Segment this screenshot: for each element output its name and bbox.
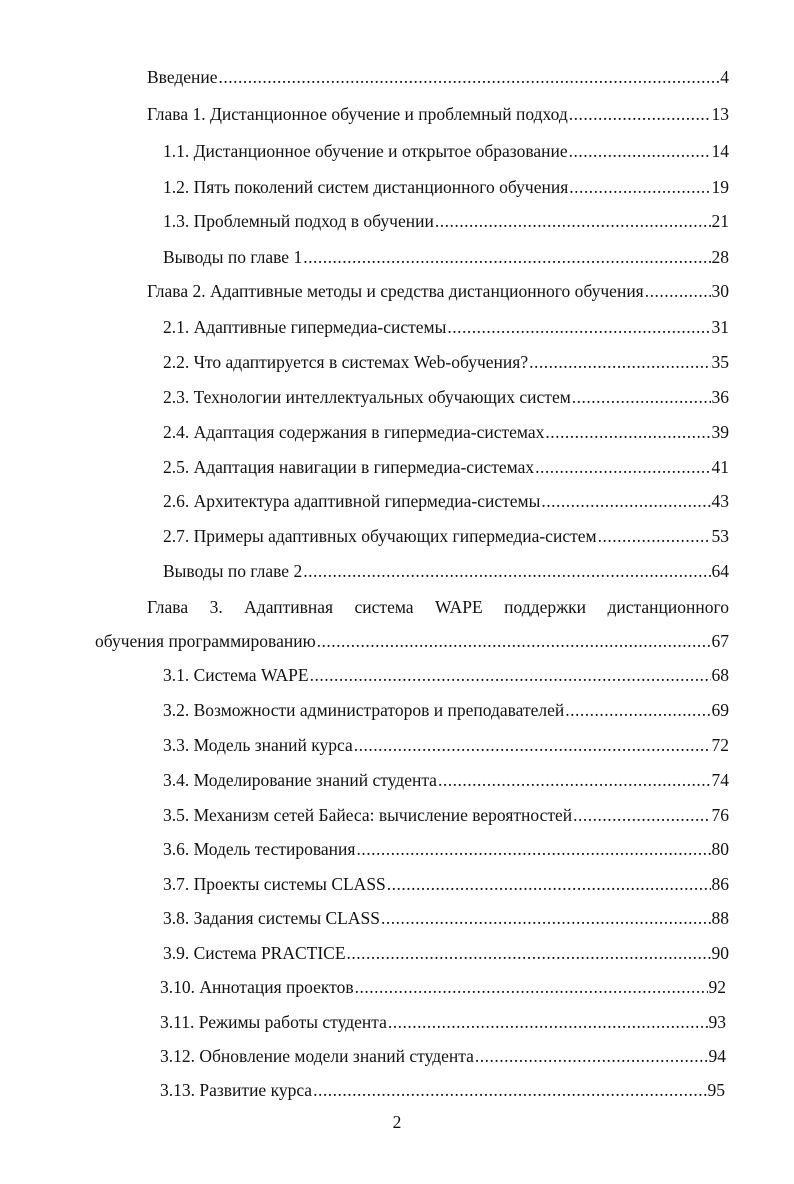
toc-entry-intro[interactable] [147, 66, 729, 88]
toc-page: 28 [711, 247, 729, 267]
toc-leader [310, 664, 711, 686]
toc-leader [435, 210, 711, 232]
toc-entry-3-1[interactable] [163, 664, 729, 686]
toc-leader [598, 525, 711, 547]
toc-entry-conclusion-2[interactable] [163, 560, 729, 582]
toc-page: 53 [711, 526, 729, 546]
toc-title: 3.6. Модель тестирования [163, 839, 356, 859]
toc-page: 69 [711, 700, 729, 720]
toc-page: 39 [711, 422, 729, 442]
toc-entry-3-4[interactable] [163, 769, 729, 791]
toc-title: 2.2. Что адаптируется в системах Web-обучения? [163, 352, 529, 372]
toc-page: 43 [711, 491, 729, 511]
toc-page: 94 [708, 1046, 726, 1066]
toc-leader [313, 1079, 706, 1101]
toc-entry-chapter-2[interactable] [147, 280, 729, 302]
toc-entry-3-11[interactable] [160, 1011, 726, 1033]
toc-page: 93 [708, 1012, 726, 1032]
toc-leader [569, 103, 711, 125]
toc-leader [438, 769, 711, 791]
toc-entry-2-1[interactable] [163, 316, 729, 338]
toc-page: 92 [708, 977, 726, 997]
toc-entry-1-3[interactable] [163, 210, 729, 232]
toc-leader [475, 1045, 708, 1067]
toc-title: 3.11. Режимы работы студента [160, 1012, 387, 1032]
toc-page: 36 [711, 387, 729, 407]
toc-entry-chapter-3[interactable] [95, 630, 729, 652]
toc-page: 4 [720, 67, 729, 87]
toc-entry-3-9[interactable] [163, 942, 729, 964]
toc-leader [317, 630, 711, 652]
toc-entry-3-7[interactable] [163, 873, 729, 895]
toc-page: 95 [707, 1080, 725, 1100]
toc-entry-1-1[interactable] [163, 140, 729, 162]
toc-title: 3.13. Развитие курса [160, 1080, 313, 1100]
toc-title: 1.2. Пять поколений систем дистанционного обучения [163, 177, 569, 197]
toc-title: 2.6. Архитектура адаптивной гипермедиа-системы [163, 491, 541, 511]
toc-entry-3-13[interactable] [160, 1079, 725, 1101]
page-number: 2 [392, 1112, 402, 1132]
toc-title: 1.1. Дистанционное обучение и открытое образование [163, 141, 568, 161]
toc-title: Введение [147, 67, 218, 87]
toc-title: 2.7. Примеры адаптивных обучающих гипермедиа-систем [163, 526, 597, 546]
toc-leader [545, 421, 710, 443]
toc-page: 14 [711, 141, 729, 161]
toc-title: 2.5. Адаптация навигации в гипермедиа-системах [163, 457, 535, 477]
toc-title: 3.7. Проекты системы CLASS [163, 874, 386, 894]
toc-leader [356, 838, 710, 860]
toc-page: 74 [711, 770, 729, 790]
toc-page: 64 [711, 561, 729, 581]
toc-page: 67 [711, 631, 729, 651]
toc-page: 31 [711, 317, 729, 337]
toc-entry-3-5[interactable] [163, 804, 729, 826]
toc-leader [219, 66, 720, 88]
toc-title: 3.12. Обновление модели знаний студента [160, 1046, 474, 1066]
toc-entry-3-8[interactable] [163, 907, 729, 929]
toc-title: 3.3. Модель знаний курса [163, 735, 353, 755]
toc-page: 90 [711, 943, 729, 963]
toc-page: 35 [711, 352, 729, 372]
toc-page: 76 [711, 805, 729, 825]
toc-leader [572, 386, 711, 408]
toc-leader [569, 140, 711, 162]
toc-title: 3.5. Механизм сетей Байеса: вычисление вероятностей [163, 805, 573, 825]
toc-entry-3-10[interactable] [160, 976, 726, 998]
toc-title: обучения программированию [95, 631, 316, 651]
toc-leader [569, 176, 710, 198]
toc-title: 3.2. Возможности администраторов и преподавателей [163, 700, 565, 720]
toc-entry-2-7[interactable] [163, 525, 729, 547]
toc-entry-3-12[interactable] [160, 1045, 726, 1067]
toc-page: 13 [711, 104, 729, 124]
toc-leader [355, 976, 708, 998]
toc-entry-chapter-1[interactable] [147, 103, 729, 125]
toc-title: Выводы по главе 2 [163, 561, 303, 581]
toc-leader [388, 1011, 708, 1033]
toc-leader [381, 907, 711, 929]
toc-title: 3.4. Моделирование знаний студента [163, 770, 437, 790]
toc-leader [447, 316, 710, 338]
toc-page: 88 [711, 908, 729, 928]
toc-entry-chapter-3-line1[interactable]: Глава 3. Адаптивная система WAPE поддержки дистанционного [147, 597, 729, 617]
toc-leader [645, 280, 711, 302]
toc-leader [303, 246, 710, 268]
toc-title: 2.1. Адаптивные гипермедиа-системы [163, 317, 447, 337]
toc-leader [573, 804, 710, 826]
toc-entry-conclusion-1[interactable] [163, 246, 729, 268]
toc-entry-2-4[interactable] [163, 421, 729, 443]
toc-entry-2-3[interactable] [163, 386, 729, 408]
toc-title: Выводы по главе 1 [163, 247, 303, 267]
toc-entry-2-5[interactable] [163, 456, 729, 478]
toc-title: 3.10. Аннотация проектов [160, 977, 354, 997]
toc-leader [303, 560, 710, 582]
toc-page: 19 [711, 177, 729, 197]
toc-leader [354, 734, 711, 756]
toc-entry-2-6[interactable] [163, 490, 729, 512]
toc-leader [529, 351, 710, 373]
toc-page: 21 [711, 211, 729, 231]
toc-entry-3-2[interactable] [163, 699, 729, 721]
toc-page: 41 [711, 457, 729, 477]
toc-title: 3.1. Система WAPE [163, 665, 309, 685]
toc-title: 3.9. Система PRACTICE [163, 943, 346, 963]
toc-leader [347, 942, 711, 964]
toc-entry-1-2[interactable] [163, 176, 729, 198]
toc-entry-3-3[interactable] [163, 734, 729, 756]
toc-entry-2-2[interactable] [163, 351, 729, 373]
toc-page: 86 [711, 874, 729, 894]
toc-leader [387, 873, 711, 895]
toc-leader [541, 490, 710, 512]
toc-title: Глава 1. Дистанционное обучение и проблемный подход [147, 104, 568, 124]
toc-page: 68 [711, 665, 729, 685]
toc-title: 1.3. Проблемный подход в обучении [163, 211, 434, 231]
toc-title: 2.4. Адаптация содержания в гипермедиа-системах [163, 422, 545, 442]
toc-title: 2.3. Технологии интеллектуальных обучающих систем [163, 387, 571, 407]
toc-leader [565, 699, 710, 721]
toc-page: 80 [711, 839, 729, 859]
toc-page: 72 [711, 735, 729, 755]
toc-title: Глава 2. Адаптивные методы и средства дистанционного обучения [147, 281, 644, 301]
toc-leader [535, 456, 710, 478]
toc-page: 30 [711, 281, 729, 301]
toc-entry-3-6[interactable] [163, 838, 729, 860]
toc-title: 3.8. Задания системы CLASS [163, 908, 380, 928]
